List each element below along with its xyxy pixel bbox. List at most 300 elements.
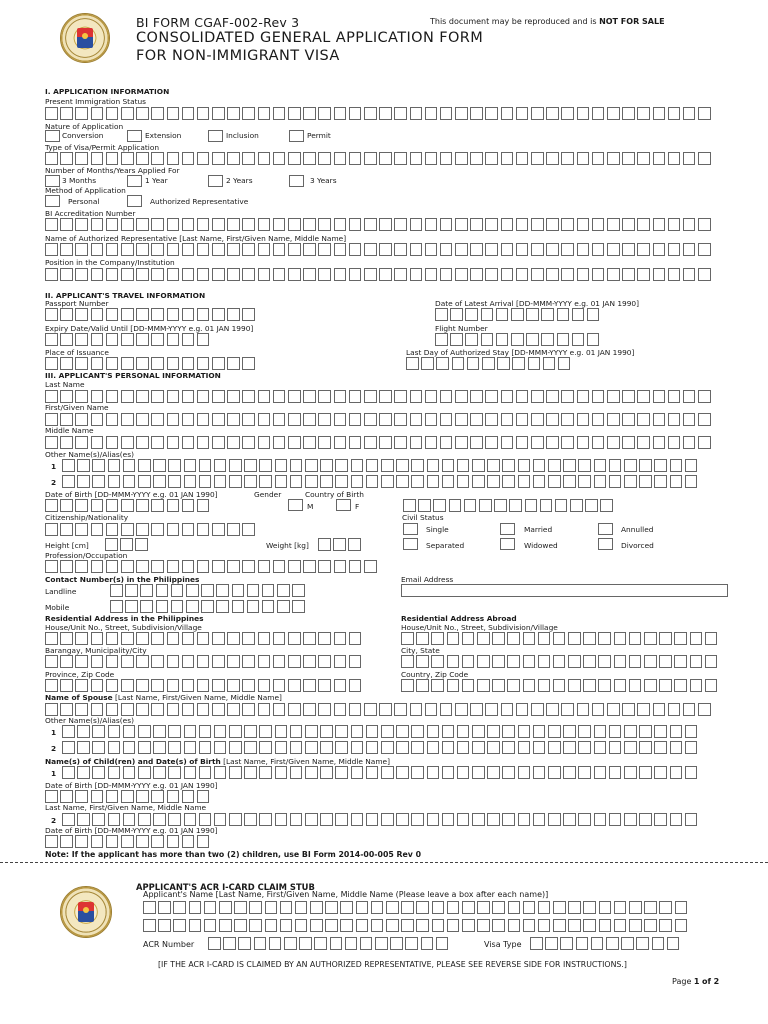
char-box[interactable] bbox=[485, 390, 498, 403]
char-box[interactable] bbox=[568, 632, 581, 645]
char-box[interactable] bbox=[577, 390, 590, 403]
char-box[interactable] bbox=[244, 741, 257, 754]
char-box[interactable] bbox=[273, 413, 286, 426]
char-box[interactable] bbox=[548, 813, 561, 826]
char-box[interactable] bbox=[75, 243, 88, 256]
char-box[interactable] bbox=[477, 901, 490, 914]
char-box[interactable] bbox=[197, 679, 210, 692]
char-box[interactable] bbox=[214, 459, 227, 472]
char-box[interactable] bbox=[242, 436, 255, 449]
char-box[interactable] bbox=[242, 107, 255, 120]
char-box[interactable] bbox=[396, 725, 409, 738]
char-box[interactable] bbox=[379, 413, 392, 426]
char-box[interactable] bbox=[167, 790, 180, 803]
char-box[interactable] bbox=[334, 413, 347, 426]
char-box[interactable] bbox=[197, 413, 210, 426]
char-box[interactable] bbox=[242, 655, 255, 668]
char-box[interactable] bbox=[265, 919, 278, 932]
char-box[interactable] bbox=[242, 357, 255, 370]
char-box[interactable] bbox=[578, 741, 591, 754]
char-box[interactable] bbox=[199, 741, 212, 754]
last-name-boxes[interactable] bbox=[45, 390, 713, 403]
char-box[interactable] bbox=[394, 268, 407, 281]
char-box[interactable] bbox=[242, 243, 255, 256]
visa-type-boxes[interactable] bbox=[45, 152, 713, 165]
char-box[interactable] bbox=[531, 268, 544, 281]
char-box[interactable] bbox=[334, 436, 347, 449]
char-box[interactable] bbox=[606, 937, 619, 950]
char-box[interactable] bbox=[698, 413, 711, 426]
char-box[interactable] bbox=[242, 679, 255, 692]
char-box[interactable] bbox=[668, 107, 681, 120]
char-box[interactable] bbox=[334, 218, 347, 231]
char-box[interactable] bbox=[433, 499, 446, 512]
char-box[interactable] bbox=[629, 655, 642, 668]
char-box[interactable] bbox=[396, 813, 409, 826]
char-box[interactable] bbox=[526, 308, 539, 321]
char-box[interactable] bbox=[364, 268, 377, 281]
char-box[interactable] bbox=[440, 243, 453, 256]
char-box[interactable] bbox=[303, 632, 316, 645]
char-box[interactable] bbox=[637, 218, 650, 231]
char-box[interactable] bbox=[585, 499, 598, 512]
char-box[interactable] bbox=[121, 107, 134, 120]
char-box[interactable] bbox=[592, 436, 605, 449]
char-box[interactable] bbox=[45, 308, 58, 321]
char-box[interactable] bbox=[614, 655, 627, 668]
char-box[interactable] bbox=[340, 919, 353, 932]
char-box[interactable] bbox=[436, 357, 449, 370]
char-box[interactable] bbox=[583, 901, 596, 914]
char-box[interactable] bbox=[668, 703, 681, 716]
char-box[interactable] bbox=[442, 475, 455, 488]
char-box[interactable] bbox=[244, 475, 257, 488]
child-2-dob-boxes[interactable] bbox=[45, 835, 212, 848]
char-box[interactable] bbox=[683, 413, 696, 426]
char-box[interactable] bbox=[364, 243, 377, 256]
alias-1-boxes[interactable] bbox=[62, 459, 700, 472]
char-box[interactable] bbox=[546, 107, 559, 120]
char-box[interactable] bbox=[578, 766, 591, 779]
char-box[interactable] bbox=[182, 790, 195, 803]
char-box[interactable] bbox=[668, 436, 681, 449]
char-box[interactable] bbox=[485, 413, 498, 426]
char-box[interactable] bbox=[197, 268, 210, 281]
inclusion-checkbox[interactable] bbox=[208, 130, 223, 142]
char-box[interactable] bbox=[182, 655, 195, 668]
char-box[interactable] bbox=[518, 459, 531, 472]
char-box[interactable] bbox=[258, 243, 271, 256]
char-box[interactable] bbox=[167, 390, 180, 403]
char-box[interactable] bbox=[143, 901, 156, 914]
char-box[interactable] bbox=[334, 152, 347, 165]
char-box[interactable] bbox=[197, 655, 210, 668]
char-box[interactable] bbox=[151, 333, 164, 346]
char-box[interactable] bbox=[259, 766, 272, 779]
char-box[interactable] bbox=[136, 390, 149, 403]
char-box[interactable] bbox=[123, 725, 136, 738]
char-box[interactable] bbox=[427, 459, 440, 472]
char-box[interactable] bbox=[561, 107, 574, 120]
char-box[interactable] bbox=[275, 459, 288, 472]
char-box[interactable] bbox=[654, 741, 667, 754]
char-box[interactable] bbox=[685, 459, 698, 472]
char-box[interactable] bbox=[92, 813, 105, 826]
char-box[interactable] bbox=[288, 268, 301, 281]
char-box[interactable] bbox=[455, 268, 468, 281]
char-box[interactable] bbox=[447, 919, 460, 932]
middle-name-boxes[interactable] bbox=[45, 436, 713, 449]
char-box[interactable] bbox=[45, 413, 58, 426]
char-box[interactable] bbox=[349, 243, 362, 256]
char-box[interactable] bbox=[563, 725, 576, 738]
char-box[interactable] bbox=[518, 725, 531, 738]
char-box[interactable] bbox=[136, 413, 149, 426]
char-box[interactable] bbox=[153, 475, 166, 488]
char-box[interactable] bbox=[364, 390, 377, 403]
char-box[interactable] bbox=[410, 390, 423, 403]
char-box[interactable] bbox=[184, 725, 197, 738]
char-box[interactable] bbox=[167, 655, 180, 668]
char-box[interactable] bbox=[275, 766, 288, 779]
char-box[interactable] bbox=[401, 919, 414, 932]
char-box[interactable] bbox=[197, 107, 210, 120]
char-box[interactable] bbox=[492, 901, 505, 914]
arrival-boxes[interactable] bbox=[435, 308, 602, 321]
char-box[interactable] bbox=[238, 937, 251, 950]
char-box[interactable] bbox=[273, 243, 286, 256]
char-box[interactable] bbox=[333, 538, 346, 551]
char-box[interactable] bbox=[182, 218, 195, 231]
char-box[interactable] bbox=[258, 703, 271, 716]
char-box[interactable] bbox=[153, 766, 166, 779]
char-box[interactable] bbox=[288, 632, 301, 645]
char-box[interactable] bbox=[654, 475, 667, 488]
char-box[interactable] bbox=[91, 703, 104, 716]
char-box[interactable] bbox=[621, 937, 634, 950]
char-box[interactable] bbox=[75, 703, 88, 716]
3-years-checkbox[interactable] bbox=[289, 175, 304, 187]
char-box[interactable] bbox=[314, 937, 327, 950]
char-box[interactable] bbox=[151, 243, 164, 256]
char-box[interactable] bbox=[290, 475, 303, 488]
char-box[interactable] bbox=[477, 655, 490, 668]
char-box[interactable] bbox=[501, 436, 514, 449]
char-box[interactable] bbox=[607, 390, 620, 403]
char-box[interactable] bbox=[227, 413, 240, 426]
char-box[interactable] bbox=[75, 333, 88, 346]
char-box[interactable] bbox=[197, 436, 210, 449]
char-box[interactable] bbox=[410, 268, 423, 281]
char-box[interactable] bbox=[320, 475, 333, 488]
char-box[interactable] bbox=[653, 152, 666, 165]
char-box[interactable] bbox=[199, 813, 212, 826]
char-box[interactable] bbox=[477, 919, 490, 932]
char-box[interactable] bbox=[421, 937, 434, 950]
char-box[interactable] bbox=[158, 919, 171, 932]
char-box[interactable] bbox=[487, 475, 500, 488]
char-box[interactable] bbox=[77, 741, 90, 754]
char-box[interactable] bbox=[541, 333, 554, 346]
char-box[interactable] bbox=[538, 632, 551, 645]
char-box[interactable] bbox=[303, 703, 316, 716]
char-box[interactable] bbox=[136, 333, 149, 346]
char-box[interactable] bbox=[425, 436, 438, 449]
char-box[interactable] bbox=[379, 218, 392, 231]
char-box[interactable] bbox=[182, 333, 195, 346]
char-box[interactable] bbox=[394, 218, 407, 231]
char-box[interactable] bbox=[485, 436, 498, 449]
char-box[interactable] bbox=[182, 152, 195, 165]
char-box[interactable] bbox=[258, 268, 271, 281]
char-box[interactable] bbox=[381, 475, 394, 488]
email-field[interactable] bbox=[401, 584, 728, 597]
char-box[interactable] bbox=[91, 835, 104, 848]
char-box[interactable] bbox=[622, 218, 635, 231]
char-box[interactable] bbox=[366, 459, 379, 472]
char-box[interactable] bbox=[351, 725, 364, 738]
char-box[interactable] bbox=[624, 766, 637, 779]
char-box[interactable] bbox=[512, 357, 525, 370]
char-box[interactable] bbox=[330, 937, 343, 950]
char-box[interactable] bbox=[416, 901, 429, 914]
char-box[interactable] bbox=[447, 679, 460, 692]
char-box[interactable] bbox=[212, 390, 225, 403]
char-box[interactable] bbox=[75, 436, 88, 449]
char-box[interactable] bbox=[227, 390, 240, 403]
char-box[interactable] bbox=[572, 308, 585, 321]
char-box[interactable] bbox=[465, 308, 478, 321]
char-box[interactable] bbox=[587, 333, 600, 346]
char-box[interactable] bbox=[60, 703, 73, 716]
char-box[interactable] bbox=[472, 459, 485, 472]
char-box[interactable] bbox=[290, 813, 303, 826]
char-box[interactable] bbox=[110, 600, 123, 613]
char-box[interactable] bbox=[563, 741, 576, 754]
char-box[interactable] bbox=[516, 152, 529, 165]
char-box[interactable] bbox=[60, 413, 73, 426]
char-box[interactable] bbox=[275, 741, 288, 754]
char-box[interactable] bbox=[583, 919, 596, 932]
char-box[interactable] bbox=[335, 725, 348, 738]
char-box[interactable] bbox=[62, 725, 75, 738]
char-box[interactable] bbox=[698, 390, 711, 403]
char-box[interactable] bbox=[425, 218, 438, 231]
char-box[interactable] bbox=[214, 741, 227, 754]
char-box[interactable] bbox=[457, 813, 470, 826]
char-box[interactable] bbox=[153, 813, 166, 826]
char-box[interactable] bbox=[204, 901, 217, 914]
char-box[interactable] bbox=[492, 919, 505, 932]
char-box[interactable] bbox=[431, 655, 444, 668]
char-box[interactable] bbox=[411, 741, 424, 754]
char-box[interactable] bbox=[151, 218, 164, 231]
char-box[interactable] bbox=[577, 243, 590, 256]
char-box[interactable] bbox=[502, 741, 515, 754]
char-box[interactable] bbox=[75, 308, 88, 321]
char-box[interactable] bbox=[577, 268, 590, 281]
mobile-boxes[interactable] bbox=[110, 600, 307, 613]
char-box[interactable] bbox=[411, 475, 424, 488]
char-box[interactable] bbox=[440, 218, 453, 231]
char-box[interactable] bbox=[533, 741, 546, 754]
char-box[interactable] bbox=[167, 308, 180, 321]
char-box[interactable] bbox=[668, 390, 681, 403]
char-box[interactable] bbox=[259, 475, 272, 488]
char-box[interactable] bbox=[531, 218, 544, 231]
char-box[interactable] bbox=[518, 741, 531, 754]
char-box[interactable] bbox=[182, 413, 195, 426]
char-box[interactable] bbox=[138, 725, 151, 738]
char-box[interactable] bbox=[668, 413, 681, 426]
char-box[interactable] bbox=[288, 243, 301, 256]
char-box[interactable] bbox=[653, 268, 666, 281]
divorced-checkbox[interactable] bbox=[598, 538, 613, 550]
char-box[interactable] bbox=[654, 766, 667, 779]
char-box[interactable] bbox=[531, 703, 544, 716]
char-box[interactable] bbox=[77, 459, 90, 472]
char-box[interactable] bbox=[406, 357, 419, 370]
char-box[interactable] bbox=[351, 766, 364, 779]
char-box[interactable] bbox=[60, 499, 73, 512]
char-box[interactable] bbox=[273, 655, 286, 668]
char-box[interactable] bbox=[622, 152, 635, 165]
char-box[interactable] bbox=[151, 268, 164, 281]
char-box[interactable] bbox=[290, 725, 303, 738]
char-box[interactable] bbox=[318, 268, 331, 281]
char-box[interactable] bbox=[674, 679, 687, 692]
char-box[interactable] bbox=[45, 243, 58, 256]
char-box[interactable] bbox=[334, 679, 347, 692]
first-name-boxes[interactable] bbox=[45, 413, 713, 426]
char-box[interactable] bbox=[477, 632, 490, 645]
char-box[interactable] bbox=[487, 741, 500, 754]
char-box[interactable] bbox=[375, 937, 388, 950]
char-box[interactable] bbox=[607, 107, 620, 120]
char-box[interactable] bbox=[106, 679, 119, 692]
char-box[interactable] bbox=[659, 919, 672, 932]
char-box[interactable] bbox=[637, 703, 650, 716]
char-box[interactable] bbox=[318, 632, 331, 645]
char-box[interactable] bbox=[540, 499, 553, 512]
char-box[interactable] bbox=[182, 835, 195, 848]
char-box[interactable] bbox=[516, 107, 529, 120]
char-box[interactable] bbox=[607, 436, 620, 449]
char-box[interactable] bbox=[273, 390, 286, 403]
char-box[interactable] bbox=[366, 741, 379, 754]
char-box[interactable] bbox=[533, 475, 546, 488]
char-box[interactable] bbox=[182, 268, 195, 281]
char-box[interactable] bbox=[600, 499, 613, 512]
char-box[interactable] bbox=[502, 813, 515, 826]
weight-boxes[interactable] bbox=[318, 538, 364, 551]
char-box[interactable] bbox=[138, 459, 151, 472]
char-box[interactable] bbox=[288, 152, 301, 165]
char-box[interactable] bbox=[432, 901, 445, 914]
char-box[interactable] bbox=[275, 475, 288, 488]
char-box[interactable] bbox=[184, 475, 197, 488]
char-box[interactable] bbox=[371, 919, 384, 932]
char-box[interactable] bbox=[416, 655, 429, 668]
char-box[interactable] bbox=[151, 152, 164, 165]
char-box[interactable] bbox=[288, 390, 301, 403]
char-box[interactable] bbox=[197, 152, 210, 165]
char-box[interactable] bbox=[151, 413, 164, 426]
char-box[interactable] bbox=[546, 218, 559, 231]
char-box[interactable] bbox=[60, 152, 73, 165]
char-box[interactable] bbox=[138, 475, 151, 488]
char-box[interactable] bbox=[167, 499, 180, 512]
char-box[interactable] bbox=[366, 475, 379, 488]
char-box[interactable] bbox=[508, 901, 521, 914]
char-box[interactable] bbox=[310, 919, 323, 932]
char-box[interactable] bbox=[674, 632, 687, 645]
char-box[interactable] bbox=[284, 937, 297, 950]
char-box[interactable] bbox=[45, 632, 58, 645]
char-box[interactable] bbox=[199, 725, 212, 738]
char-box[interactable] bbox=[182, 560, 195, 573]
char-box[interactable] bbox=[472, 725, 485, 738]
char-box[interactable] bbox=[120, 538, 133, 551]
char-box[interactable] bbox=[75, 218, 88, 231]
char-box[interactable] bbox=[653, 107, 666, 120]
char-box[interactable] bbox=[136, 632, 149, 645]
char-box[interactable] bbox=[136, 243, 149, 256]
char-box[interactable] bbox=[91, 218, 104, 231]
char-box[interactable] bbox=[121, 560, 134, 573]
char-box[interactable] bbox=[288, 436, 301, 449]
char-box[interactable] bbox=[538, 655, 551, 668]
char-box[interactable] bbox=[106, 268, 119, 281]
char-box[interactable] bbox=[242, 560, 255, 573]
char-box[interactable] bbox=[523, 655, 536, 668]
char-box[interactable] bbox=[173, 901, 186, 914]
char-box[interactable] bbox=[334, 703, 347, 716]
char-box[interactable] bbox=[62, 766, 75, 779]
char-box[interactable] bbox=[182, 499, 195, 512]
char-box[interactable] bbox=[591, 937, 604, 950]
char-box[interactable] bbox=[138, 741, 151, 754]
char-box[interactable] bbox=[683, 152, 696, 165]
char-box[interactable] bbox=[639, 475, 652, 488]
char-box[interactable] bbox=[609, 459, 622, 472]
char-box[interactable] bbox=[356, 901, 369, 914]
char-box[interactable] bbox=[197, 499, 210, 512]
char-box[interactable] bbox=[349, 390, 362, 403]
char-box[interactable] bbox=[624, 813, 637, 826]
char-box[interactable] bbox=[481, 333, 494, 346]
passport-boxes[interactable] bbox=[45, 308, 258, 321]
char-box[interactable] bbox=[227, 308, 240, 321]
char-box[interactable] bbox=[523, 919, 536, 932]
char-box[interactable] bbox=[92, 741, 105, 754]
2-years-checkbox[interactable] bbox=[208, 175, 223, 187]
char-box[interactable] bbox=[121, 655, 134, 668]
char-box[interactable] bbox=[431, 679, 444, 692]
char-box[interactable] bbox=[335, 459, 348, 472]
char-box[interactable] bbox=[432, 919, 445, 932]
child-1-name-boxes[interactable] bbox=[62, 766, 700, 779]
char-box[interactable] bbox=[501, 152, 514, 165]
char-box[interactable] bbox=[349, 107, 362, 120]
landline-boxes[interactable] bbox=[110, 584, 307, 597]
char-box[interactable] bbox=[258, 107, 271, 120]
char-box[interactable] bbox=[653, 703, 666, 716]
char-box[interactable] bbox=[232, 584, 245, 597]
char-box[interactable] bbox=[167, 703, 180, 716]
char-box[interactable] bbox=[683, 107, 696, 120]
char-box[interactable] bbox=[366, 766, 379, 779]
